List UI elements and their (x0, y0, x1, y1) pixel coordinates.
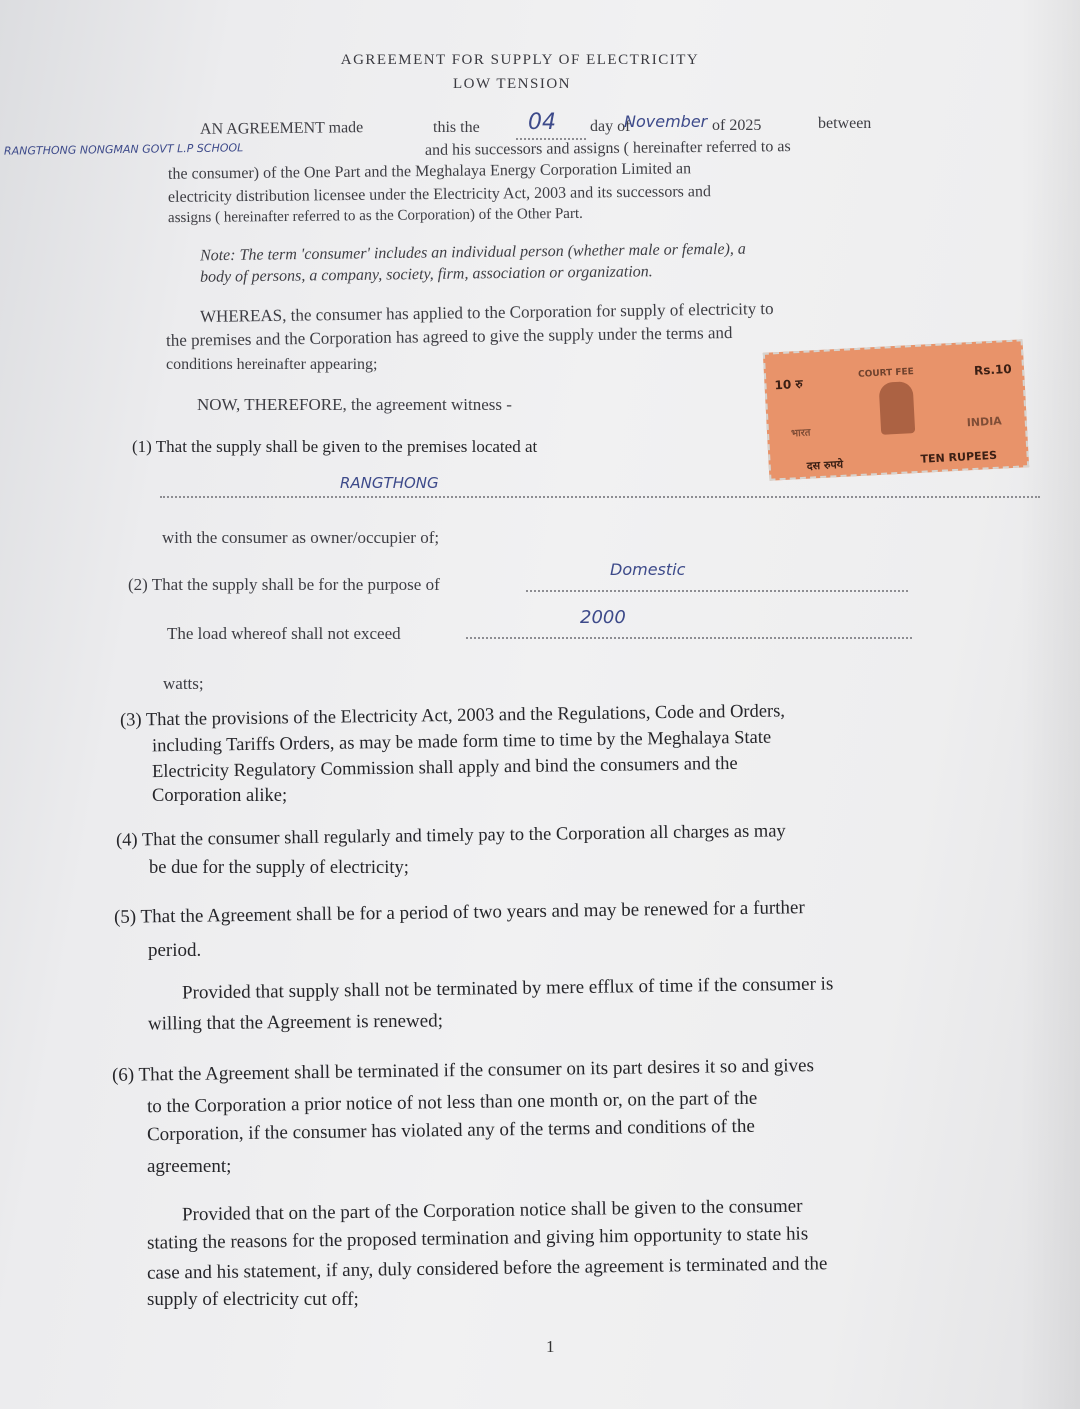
intro-text-3: day of (590, 118, 631, 135)
stamp-right-value: Rs.10 (973, 361, 1013, 378)
intro-text-2: this the (433, 119, 480, 136)
intro-line-5: assigns ( hereinafter referred to as the Corporation) of the Other Part. (167, 205, 583, 227)
location-blank (160, 496, 1040, 498)
clause-3-line-3: Electricity Regulatory Commission shall apply and bind the consumers and the (151, 753, 738, 783)
clause-1-owner-text: with the consumer as owner/occupier of; (162, 528, 440, 547)
clause-6-proviso-3: case and his statement, if any, duly considered before the agreement is terminated and the (146, 1253, 828, 1284)
consumer-name-value: RANGTHONG NONGMAN GOVT L.P SCHOOL (3, 141, 244, 158)
intro-text-5: between (818, 115, 872, 132)
clause-3-line-2: including Tariffs Orders, as may be made form time to time by the Meghalaya State (151, 727, 772, 757)
stamp-english-value: TEN RUPEES (920, 448, 998, 466)
clause-5-proviso-2: willing that the Agreement is renewed; (147, 1010, 444, 1035)
location-value: RANGTHONG (340, 474, 439, 492)
clause-4-line-2: be due for the supply of electricity; (149, 858, 409, 878)
stamp-hindi-value: दस रुपये (806, 457, 844, 473)
whereas-line-2: the premises and the Corporation has agreed to give the supply under the terms and (165, 323, 733, 350)
stamp-court-fee: COURT FEE (857, 367, 915, 380)
stamp-bharat: भारत (790, 427, 811, 440)
intro-line-4: electricity distribution licensee under the Electricity Act, 2003 and its successors and (167, 183, 712, 206)
load-blank (466, 637, 912, 639)
intro-line-3: the consumer) of the One Part and the Meghalaya Energy Corporation Limited an (167, 160, 692, 183)
clause-3-line-1: (3) That the provisions of the Electricity Act, 2003 and the Regulations, Code and Orders, (119, 701, 786, 731)
intro-text-1: AN AGREEMENT made (199, 119, 364, 138)
clause-1-text: (1) That the supply shall be given to the premises located at (132, 437, 538, 456)
clause-5-proviso-1: Provided that supply shall not be terminated by mere efflux of time if the consumer is (181, 973, 834, 1004)
watts-text: watts; (163, 674, 204, 693)
purpose-value: Domestic (610, 560, 686, 579)
clause-6-proviso-1: Provided that on the part of the Corporation notice shall be given to the consumer (181, 1195, 803, 1226)
clause-6-line-1: (6) That the Agreement shall be terminated if the consumer on its part desires it so and gives (111, 1055, 815, 1086)
clause-5-line-2: period. (148, 940, 202, 961)
clause-4-line-1: (4) That the consumer shall regularly and timely pay to the Corporation all charges as may (115, 821, 786, 851)
document-subtitle: LOW TENSION (452, 76, 572, 92)
intro-text-4: of 2025 (712, 117, 762, 134)
month-value: November (624, 112, 708, 131)
clause-6-proviso-2: stating the reasons for the proposed termination and giving him opportunity to state his (146, 1223, 809, 1254)
day-value: 04 (528, 110, 556, 135)
whereas-line-3: conditions hereinafter appearing; (166, 356, 378, 373)
note-line-1: Note: The term 'consumer' includes an individual person (whether male or female), a (199, 240, 746, 265)
purpose-blank (526, 590, 908, 592)
clause-6-line-3: Corporation, if the consumer has violated any of the terms and conditions of the (146, 1115, 755, 1146)
clause-2-text: (2) That the supply shall be for the purpose of (128, 575, 440, 594)
load-value: 2000 (580, 607, 626, 628)
stamp-india: INDIA (966, 414, 1003, 430)
stamp-body (763, 339, 1029, 480)
intro-line-2: and his successors and assigns ( hereinafter referred to as (424, 138, 791, 159)
clause-6-line-4: agreement; (147, 1156, 232, 1177)
clause-3-line-4: Corporation alike; (152, 786, 288, 806)
page-number: 1 (546, 1337, 555, 1356)
load-text: The load whereof shall not exceed (167, 624, 401, 643)
clause-6-line-2: to the Corporation a prior notice of not less than one month or, on the part of the (146, 1087, 758, 1118)
clause-5-line-1: (5) That the Agreement shall be for a period of two years and may be renewed for a further (113, 897, 805, 928)
now-therefore: NOW, THEREFORE, the agreement witness - (197, 395, 512, 414)
whereas-line-1: WHEREAS, the consumer has applied to the Corporation for supply of electricity to (199, 298, 774, 327)
page-fold-shadow (1020, 0, 1080, 1409)
stamp-left-value: 10 रु (774, 376, 803, 393)
clause-6-proviso-4: supply of electricity cut off; (147, 1289, 359, 1310)
national-emblem-icon (879, 381, 916, 435)
note-line-2: body of persons, a company, society, firm, association or organization. (199, 263, 653, 286)
court-fee-stamp (757, 333, 1036, 487)
document-title: AGREEMENT FOR SUPPLY OF ELECTRICITY (340, 52, 700, 68)
